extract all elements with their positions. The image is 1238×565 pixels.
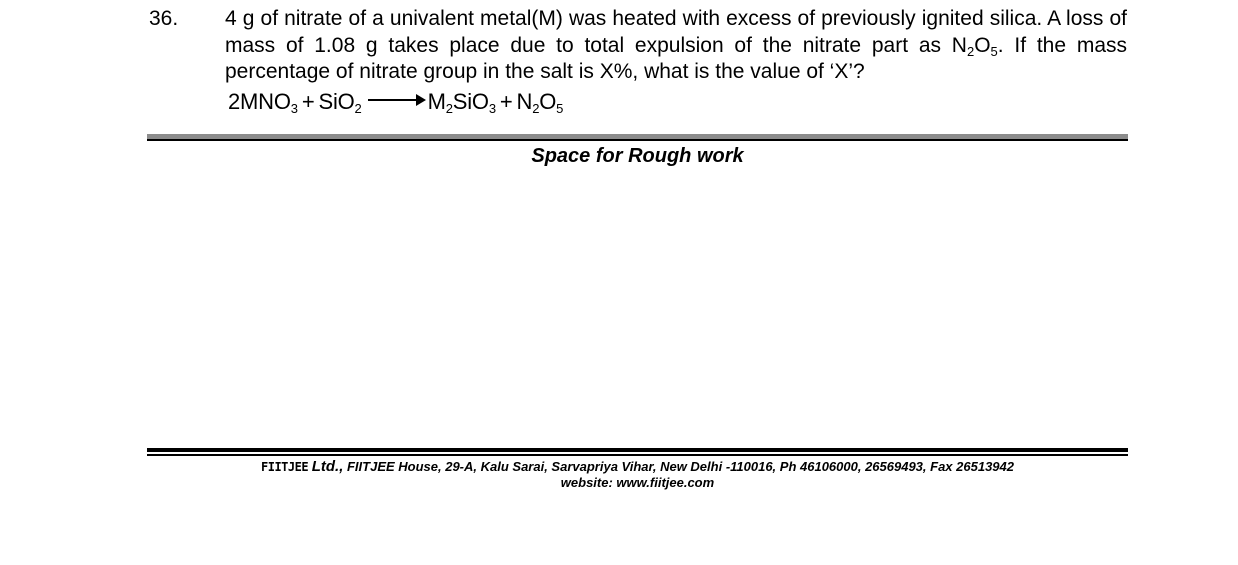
product-2-subscript-b: 5 [556, 101, 564, 116]
footer-brand: FIITJEE [261, 460, 309, 474]
product-2-subscript-a: 2 [532, 101, 540, 116]
rough-work-label: Space for Rough work [531, 145, 744, 167]
product-1-part-b: SiO [452, 89, 489, 114]
question-text-part-2: O [974, 33, 991, 57]
question-text [225, 6, 1127, 86]
footer-address: FIITJEE House, 29-A, Kalu Sarai, Sarvapriya Vihar, New Delhi -110016, Ph 46106000, 26569493, Fax 26513942 [346, 459, 1014, 474]
product-2-part-a: N [516, 89, 533, 114]
footer-divider-thick [147, 448, 1128, 452]
question-subscript-1: 2 [966, 43, 975, 59]
reactant-2-subscript: 2 [354, 101, 362, 116]
plus-sign-1: + [301, 89, 315, 114]
question-text-part-1: 4 g of nitrate of a univalent metal(M) was heated with excess of previously ignited silica. A loss of mass of 1.08 g takes place due to total expulsion of the nitrate part as N [225, 7, 1127, 57]
plus-sign-2: + [499, 89, 513, 114]
reactant-1-subscript: 3 [290, 101, 298, 116]
footer-ltd: Ltd., [311, 458, 344, 475]
reaction-equation [228, 88, 563, 116]
question-subscript-2: 5 [990, 43, 998, 59]
product-2-part-b: O [539, 89, 557, 114]
equation-coefficient: 2 [228, 89, 241, 114]
footer-website: website: www.fiitjee.com [560, 475, 715, 490]
reactant-2: SiO [318, 89, 355, 114]
product-1-subscript-a: 2 [445, 101, 453, 116]
footer-divider-thin [147, 454, 1128, 456]
question-text-part-3: . If the mass percentage of nitrate group in the salt is X%, what is the value of ‘X’? [225, 33, 1127, 83]
reaction-arrow-icon [368, 93, 426, 107]
question-number: 36. [149, 7, 179, 30]
product-1-part-a: M [427, 89, 446, 114]
reactant-1: MNO [240, 89, 291, 114]
product-1-subscript-b: 3 [488, 101, 496, 116]
top-divider-black [147, 139, 1128, 141]
